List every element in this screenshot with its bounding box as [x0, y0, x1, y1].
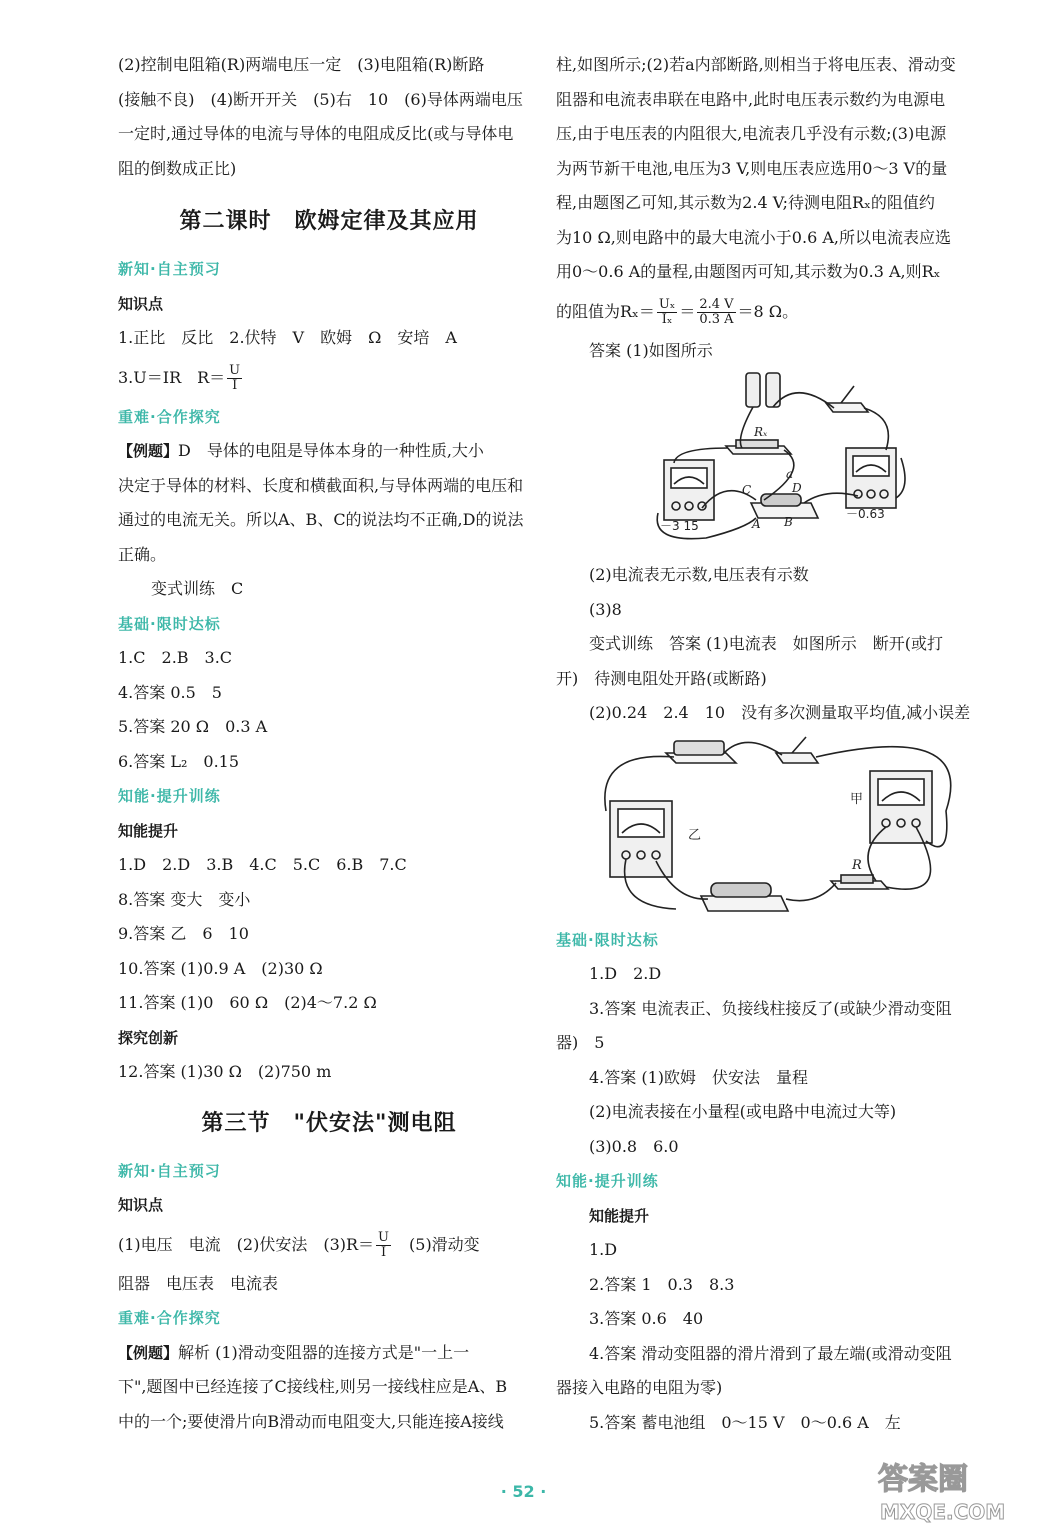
fig2-jia-label: 甲: [850, 791, 864, 807]
section3-title: 第三节 "伏安法"测电阻: [201, 1110, 457, 1136]
cont-line-4: 为两节新干电池,电压为3 V,则电压表应选用0～3 V的量: [556, 158, 948, 178]
lesson2-knowledge-heading: 知识点: [118, 294, 164, 313]
intro-line-1: (2)控制电阻箱(R)两端电压一定 (3)电阻箱(R)断路: [118, 55, 485, 74]
lesson2-basic-1: 1.C 2.B 3.C: [118, 648, 233, 667]
section3-preview: 新知·自主预习: [118, 1161, 221, 1180]
cont-line-2: 阻器和电流表串联在电路中,此时电压表示数约为电源电: [556, 89, 946, 109]
section3-k1-line2: 阻器 电压表 电流表: [118, 1273, 279, 1293]
lesson2-explore-item: 12.答案 (1)30 Ω (2)750 m: [118, 1062, 332, 1081]
cont-line-3: 压,由于电压表的内阻很大,电流表几乎没有示数;(3)电源: [556, 124, 947, 143]
lesson2-ability-4: 10.答案 (1)0.9 A (2)30 Ω: [118, 958, 323, 978]
right-ability-5: 器接入电路的电阻为零): [556, 1378, 723, 1397]
lesson2-explore-heading: 探究创新: [118, 1028, 179, 1047]
lesson2-section-preview: 新知·自主预习: [118, 260, 221, 278]
lesson2-ability-1: 1.D 2.D 3.B 4.C 5.C 6.B 7.C: [118, 855, 407, 874]
section3-example-3: 中的一个;要使滑片向B滑动而电阻变大,只能连接A接线: [118, 1411, 504, 1431]
lesson2-section-explore: 重难·合作探究: [118, 407, 221, 426]
right-ability-heading: 知能提升: [589, 1206, 650, 1225]
section3-knowledge-heading: 知识点: [118, 1196, 164, 1214]
formula-line: 的阻值为Rₓ＝ $\frac{\text{Uₓ}}{\text{Iₓ}}$ ＝ $\frac{2.4 V}{0.3 A}$ ＝8 Ω。: [556, 296, 799, 327]
answer-2: (2)电流表无示数,电压表有示数: [589, 565, 809, 584]
watermark-logo: [870, 1455, 1035, 1527]
fig1-a2-label: A: [752, 517, 761, 531]
fig1-a-label: a: [786, 467, 794, 481]
lesson2-k2-prefix: 3.U＝IR R＝: [118, 367, 226, 387]
right-ability-3: 3.答案 0.6 40: [589, 1309, 704, 1328]
page-number: · 52 ·: [500, 1482, 547, 1501]
section3-explore: 重难·合作探究: [118, 1309, 221, 1327]
right-ability-2: 2.答案 1 0.3 8.3: [589, 1274, 735, 1294]
lesson2-ability-3: 9.答案 乙 6 10: [118, 924, 249, 943]
fig1-c-label: C: [742, 483, 752, 497]
rheostat-icon: [701, 896, 788, 911]
fig1-b-label: B: [784, 515, 793, 529]
cont-line-1: 柱,如图所示;(2)若a内部断路,则相当于将电压表、滑动变: [556, 55, 956, 74]
lesson2-example-line-1: 【例题】D 导体的电阻是导体本身的一种性质,大小: [118, 441, 484, 460]
section3-example-2: 下",题图中已经连接了C接线柱,则另一接线柱应是A、B: [118, 1377, 508, 1396]
lesson2-example-line-2: 决定于导体的材料、长度和横截面积,与导体两端的电压和: [118, 475, 524, 495]
intro-line-2: (接触不良) (4)断开开关 (5)右 10 (6)导体两端电压: [118, 89, 523, 109]
fig1-v-range: －3 15: [660, 519, 699, 533]
fig2-yi-label: 乙: [688, 827, 702, 843]
right-section-ability: 知能·提升训练: [556, 1172, 659, 1190]
lesson2-basic-2: 4.答案 0.5 5: [118, 682, 222, 702]
battery-icon: [746, 373, 760, 407]
lesson2-section-basic: 基础·限时达标: [118, 614, 221, 633]
right-basic-3: 器) 5: [556, 1033, 605, 1052]
answer-3: (3)8: [589, 599, 622, 619]
lesson2-ability-heading: 知能提升: [118, 821, 179, 840]
lesson2-k1: 1.正比 反比 2.伏特 V 欧姆 Ω 安培 A: [118, 328, 457, 347]
right-basic-6: (3)0.8 6.0: [589, 1136, 679, 1156]
variant-line-2: 开) 待测电阻处开路(或断路): [556, 668, 767, 688]
fig2-r-label: R: [852, 857, 862, 873]
lesson2-basic-3: 5.答案 20 Ω 0.3 A: [118, 717, 268, 736]
watermark-line-2: MXQE.COM: [880, 1500, 1006, 1524]
lesson2-fraction: [227, 364, 242, 393]
section3-k1: (1)电压 电流 (2)伏安法 (3)R＝ $\frac{U}{I}$ (5)滑动变: [118, 1229, 480, 1260]
right-ability-1: 1.D: [589, 1240, 618, 1259]
lesson2-section-ability: 知能·提升训练: [118, 787, 221, 805]
section3-fraction: $\frac{U}{I}$: [378, 1229, 390, 1260]
variant-line-1: 变式训练 答案 (1)电流表 如图所示 断开(或打: [589, 634, 943, 653]
right-column: [556, 48, 1002, 1440]
right-basic-2: 3.答案 电流表正、负接线柱接反了(或缺少滑动变阻: [589, 998, 952, 1018]
lesson2-example-line-3: 通过的电流无关。所以A、B、C的说法均不正确,D的说法: [118, 510, 524, 529]
fig1-a-range: －0.63: [846, 507, 885, 521]
intro-line-3: 一定时,通过导体的电流与导体的电阻成反比(或与导体电: [118, 124, 514, 143]
cont-line-5: 程,由题图乙可知,其示数为2.4 V;待测电阻Rₓ的阻值约: [556, 193, 935, 212]
variant-line-3: (2)0.24 2.4 10 没有多次测量取平均值,减小误差: [589, 703, 971, 722]
lesson2-example-line-4: 正确。: [118, 544, 167, 564]
lesson2-variant: 变式训练 C: [151, 579, 244, 598]
section3-example-1: 【例题】解析 (1)滑动变阻器的连接方式是"一上一: [118, 1342, 470, 1362]
right-ability-4: 4.答案 滑动变阻器的滑片滑到了最左端(或滑动变阻: [589, 1343, 952, 1363]
right-ability-6: 5.答案 蓄电池组 0～15 V 0～0.6 A 左: [589, 1412, 901, 1432]
fig1-d-label: D: [792, 481, 802, 495]
watermark-line-1: 答案圈: [878, 1462, 968, 1497]
cont-line-6: 为10 Ω,则电路中的最大电流小于0.6 A,所以电流表应选: [556, 227, 951, 247]
example-label: 【例题】: [118, 442, 179, 460]
intro-line-4: 阻的倒数成正比): [118, 158, 237, 178]
lesson2-k2: [118, 356, 540, 400]
right-basic-5: (2)电流表接在小量程(或电路中电流过大等): [589, 1102, 897, 1121]
left-column: [118, 48, 540, 1439]
right-basic-1: 1.D 2.D: [589, 964, 662, 983]
lesson2-k2-num: U: [229, 362, 241, 378]
lesson2-ability-5: 11.答案 (1)0 60 Ω (2)4～7.2 Ω: [118, 993, 377, 1012]
right-section-basic: 基础·限时达标: [556, 930, 659, 949]
fig1-rx-label: Rₓ: [754, 425, 768, 439]
lesson2-k2-den: I: [232, 377, 238, 393]
lesson2-ability-2: 8.答案 变大 变小: [118, 889, 251, 909]
lesson2-title: 第二课时 欧姆定律及其应用: [179, 209, 479, 234]
right-basic-4: 4.答案 (1)欧姆 伏安法 量程: [589, 1067, 809, 1087]
answer-1: 答案 (1)如图所示: [589, 340, 713, 360]
circuit-figure-1: [556, 368, 1002, 558]
lesson2-basic-4: 6.答案 L₂ 0.15: [118, 751, 240, 771]
cont-line-7: 用0～0.6 A的量程,由题图丙可知,其示数为0.3 A,则Rₓ: [556, 262, 941, 281]
circuit-figure-2: [556, 731, 1002, 923]
